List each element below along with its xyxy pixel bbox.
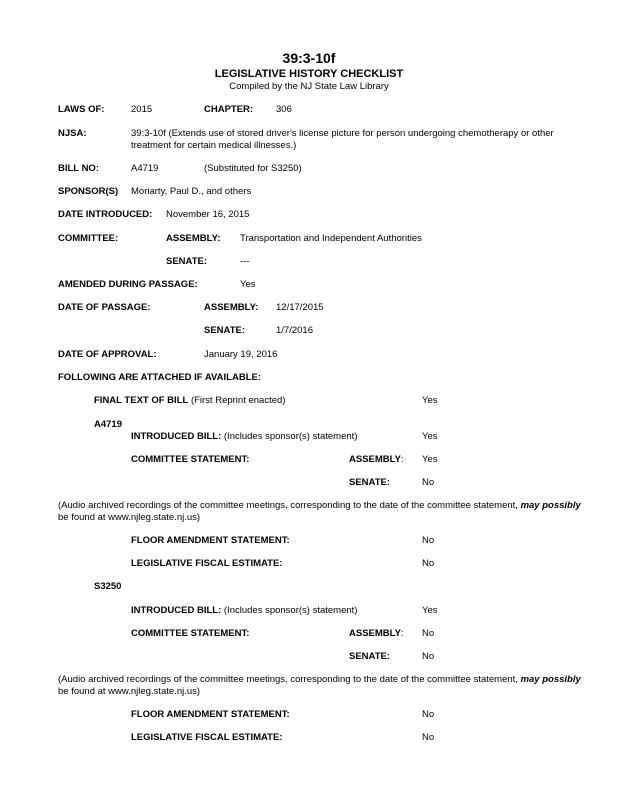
a4719-senate-label: SENATE: — [349, 477, 390, 488]
laws-of-value: 2015 — [131, 104, 153, 115]
s3250-assembly-label: ASSEMBLY — [349, 628, 401, 639]
a4719-assembly-row: ASSEMBLY: — [349, 454, 404, 465]
committee-assembly-label: ASSEMBLY: — [166, 233, 221, 244]
passage-label: DATE OF PASSAGE: — [58, 302, 151, 313]
njsa-line-2: treatment for certain medical illnesses.) — [131, 140, 297, 151]
committee-senate-label: SENATE: — [166, 256, 207, 267]
s3250-audio-text-2: be found at www.njleg.state.nj.us) — [58, 686, 201, 697]
citation-heading: 39:3-10f — [282, 50, 336, 66]
s3250-committee-label: COMMITTEE STATEMENT: — [131, 628, 250, 639]
a4719-fiscal-label: LEGISLATIVE FISCAL ESTIMATE: — [131, 558, 283, 569]
s3250-introduced-note: (Includes sponsor(s) statement) — [223, 605, 358, 616]
chapter-value: 306 — [276, 104, 292, 115]
s3250-introduced-label: INTRODUCED BILL: — [131, 605, 222, 616]
s3250-floor-label: FLOOR AMENDMENT STATEMENT: — [131, 709, 290, 720]
a4719-audio-emphasis: may possibly — [520, 500, 581, 511]
sponsors-label: SPONSOR(S) — [58, 186, 119, 197]
substituted-note: (Substituted for S3250) — [204, 163, 302, 174]
date-introduced-value: November 16, 2015 — [166, 209, 250, 220]
document-title: LEGISLATIVE HISTORY CHECKLIST — [214, 68, 404, 80]
compiled-by: Compiled by the NJ State Law Library — [229, 81, 389, 92]
passage-assembly-label: ASSEMBLY: — [204, 302, 259, 313]
attached-heading: FOLLOWING ARE ATTACHED IF AVAILABLE: — [58, 372, 261, 383]
committee-senate-value: --- — [240, 256, 250, 267]
approval-label: DATE OF APPROVAL: — [58, 349, 157, 360]
a4719-floor-label: FLOOR AMENDMENT STATEMENT: — [131, 535, 290, 546]
a4719-committee-label: COMMITTEE STATEMENT: — [131, 454, 250, 465]
passage-assembly-value: 12/17/2015 — [276, 302, 324, 313]
amended-value: Yes — [240, 279, 256, 290]
s3250-fiscal-value: No — [422, 732, 435, 743]
sponsors-value: Moriarty, Paul D., and others — [131, 186, 252, 197]
approval-value: January 19, 2016 — [204, 349, 278, 360]
laws-of-label: LAWS OF: — [58, 104, 105, 115]
s3250-fiscal-label: LEGISLATIVE FISCAL ESTIMATE: — [131, 732, 283, 743]
a4719-introduced-note: (Includes sponsor(s) statement) — [223, 431, 358, 442]
a4719-assembly-value: Yes — [422, 454, 438, 465]
final-text-row — [94, 395, 285, 407]
committee-label: COMMITTEE: — [58, 233, 119, 244]
a4719-assembly-label: ASSEMBLY — [349, 454, 401, 465]
date-introduced-label: DATE INTRODUCED: — [58, 209, 153, 220]
s3250-audio-text: (Audio archived recordings of the committee meetings, corresponding to the date of the committee statement, — [58, 674, 518, 685]
amended-label: AMENDED DURING PASSAGE: — [58, 279, 198, 290]
s3250-assembly-row: ASSEMBLY: — [349, 628, 404, 639]
bill-no-value: A4719 — [131, 163, 159, 174]
passage-senate-value: 1/7/2016 — [276, 325, 313, 336]
s3250-audio-note — [58, 674, 603, 698]
njsa-label: NJSA: — [58, 128, 87, 139]
a4719-introduced-label: INTRODUCED BILL: — [131, 431, 222, 442]
a4719-floor-value: No — [422, 535, 435, 546]
a4719-introduced-row — [131, 431, 357, 443]
s3250-floor-value: No — [422, 709, 435, 720]
s3250-senate-label: SENATE: — [349, 651, 390, 662]
bill-no-label: BILL NO: — [58, 163, 99, 174]
s3250-heading: S3250 — [94, 581, 122, 592]
s3250-audio-emphasis: may possibly — [520, 674, 581, 685]
final-text-value: Yes — [422, 395, 438, 406]
committee-assembly-value: Transportation and Independent Authorities — [240, 233, 422, 244]
s3250-senate-value: No — [422, 651, 435, 662]
a4719-heading: A4719 — [94, 419, 122, 430]
final-text-label: FINAL TEXT OF BILL — [94, 395, 189, 406]
a4719-senate-value: No — [422, 477, 435, 488]
a4719-audio-note — [58, 500, 603, 524]
chapter-label: CHAPTER: — [204, 104, 254, 115]
s3250-assembly-value: No — [422, 628, 435, 639]
final-text-note: (First Reprint enacted) — [190, 395, 286, 406]
a4719-audio-text-2: be found at www.njleg.state.nj.us) — [58, 512, 201, 523]
njsa-line-1: 39:3-10f (Extends use of stored driver's license picture for person undergoing chemotherapy or other — [131, 128, 554, 139]
a4719-fiscal-value: No — [422, 558, 435, 569]
a4719-introduced-value: Yes — [422, 431, 438, 442]
s3250-introduced-value: Yes — [422, 605, 438, 616]
s3250-introduced-row — [131, 605, 357, 617]
a4719-audio-text: (Audio archived recordings of the committee meetings, corresponding to the date of the committee statement, — [58, 500, 518, 511]
passage-senate-label: SENATE: — [204, 325, 245, 336]
